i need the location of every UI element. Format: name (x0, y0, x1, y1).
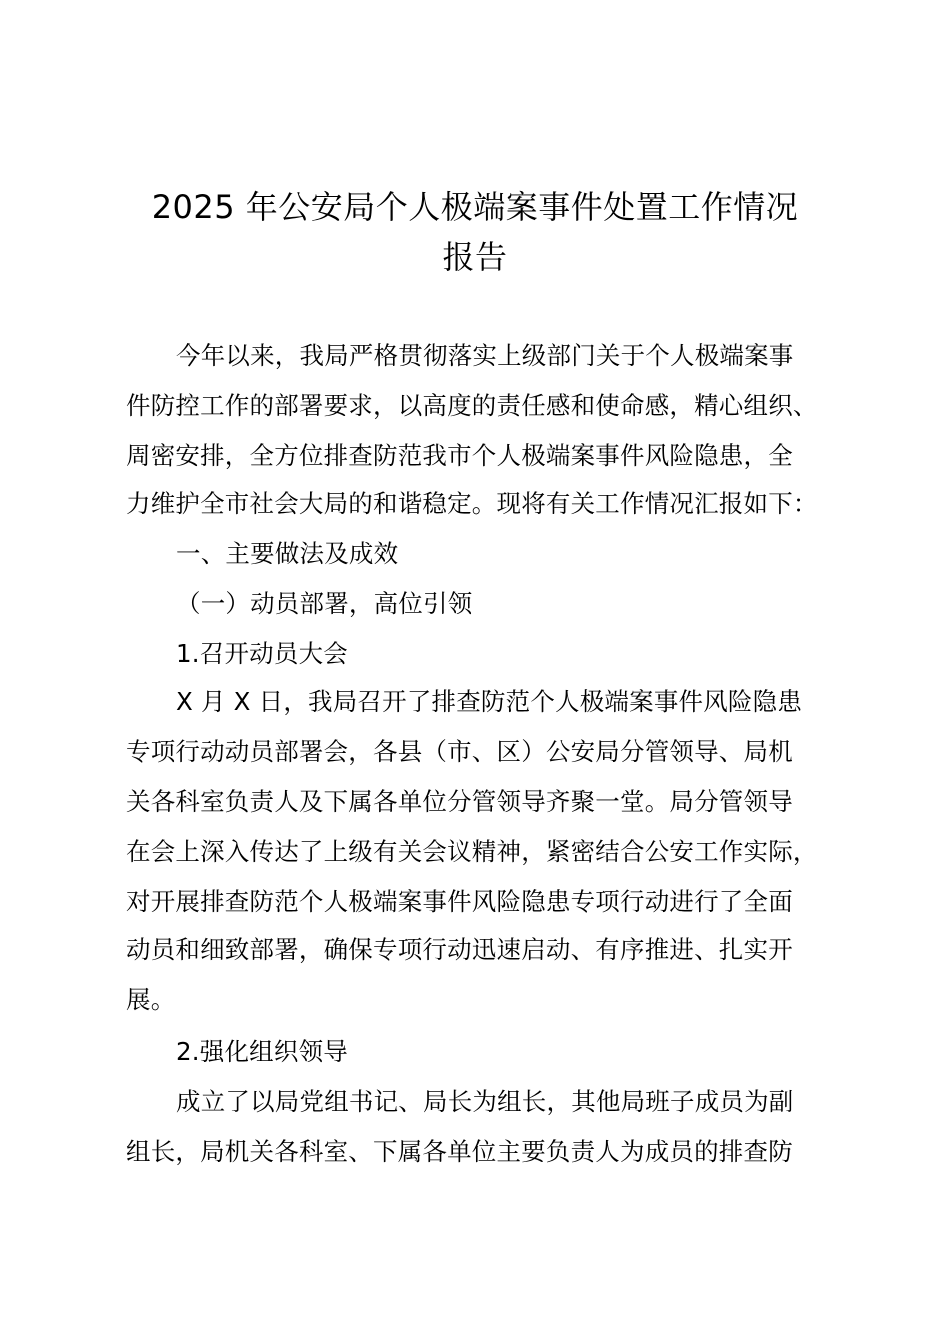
paragraph-line: 件防控工作的部署要求，以高度的责任感和使命感，精心组织、 (126, 391, 818, 420)
paragraph-line: 展。 (126, 985, 176, 1014)
document-title-line-2: 报告 (442, 238, 508, 276)
paragraph-line: 组长，局机关各科室、下属各单位主要负责人为成员的排查防 (126, 1137, 793, 1166)
paragraph-line: 成立了以局党组书记、局长为组长，其他局班子成员为副 (176, 1087, 794, 1116)
document-title-line-1: 2025 年公安局个人极端案事件处置工作情况 (151, 188, 799, 226)
paragraph-line: 关各科室负责人及下属各单位分管领导齐聚一堂。局分管领导 (126, 787, 793, 816)
paragraph-line: 周密安排，全方位排查防范我市个人极端案事件风险隐患，全 (126, 441, 793, 470)
item-heading: 1.召开动员大会 (176, 639, 348, 668)
paragraph-line: 动员和细致部署，确保专项行动迅速启动、有序推进、扎实开 (126, 935, 793, 964)
paragraph-line: X 月 X 日，我局召开了排查防范个人极端案事件风险隐患 (176, 687, 803, 716)
section-heading: 一、主要做法及成效 (176, 539, 399, 568)
paragraph-line: 在会上深入传达了上级有关会议精神，紧密结合公安工作实际， (126, 837, 818, 866)
subsection-heading: （一）动员部署，高位引领 (176, 589, 473, 618)
paragraph-line: 对开展排查防范个人极端案事件风险隐患专项行动进行了全面 (126, 887, 793, 916)
paragraph-line: 力维护全市社会大局的和谐稳定。现将有关工作情况汇报如下： (126, 489, 818, 518)
item-heading: 2.强化组织领导 (176, 1037, 348, 1066)
paragraph-line: 专项行动动员部署会，各县（市、区）公安局分管领导、局机 (126, 737, 793, 766)
paragraph-line: 今年以来，我局严格贯彻落实上级部门关于个人极端案事 (176, 341, 794, 370)
